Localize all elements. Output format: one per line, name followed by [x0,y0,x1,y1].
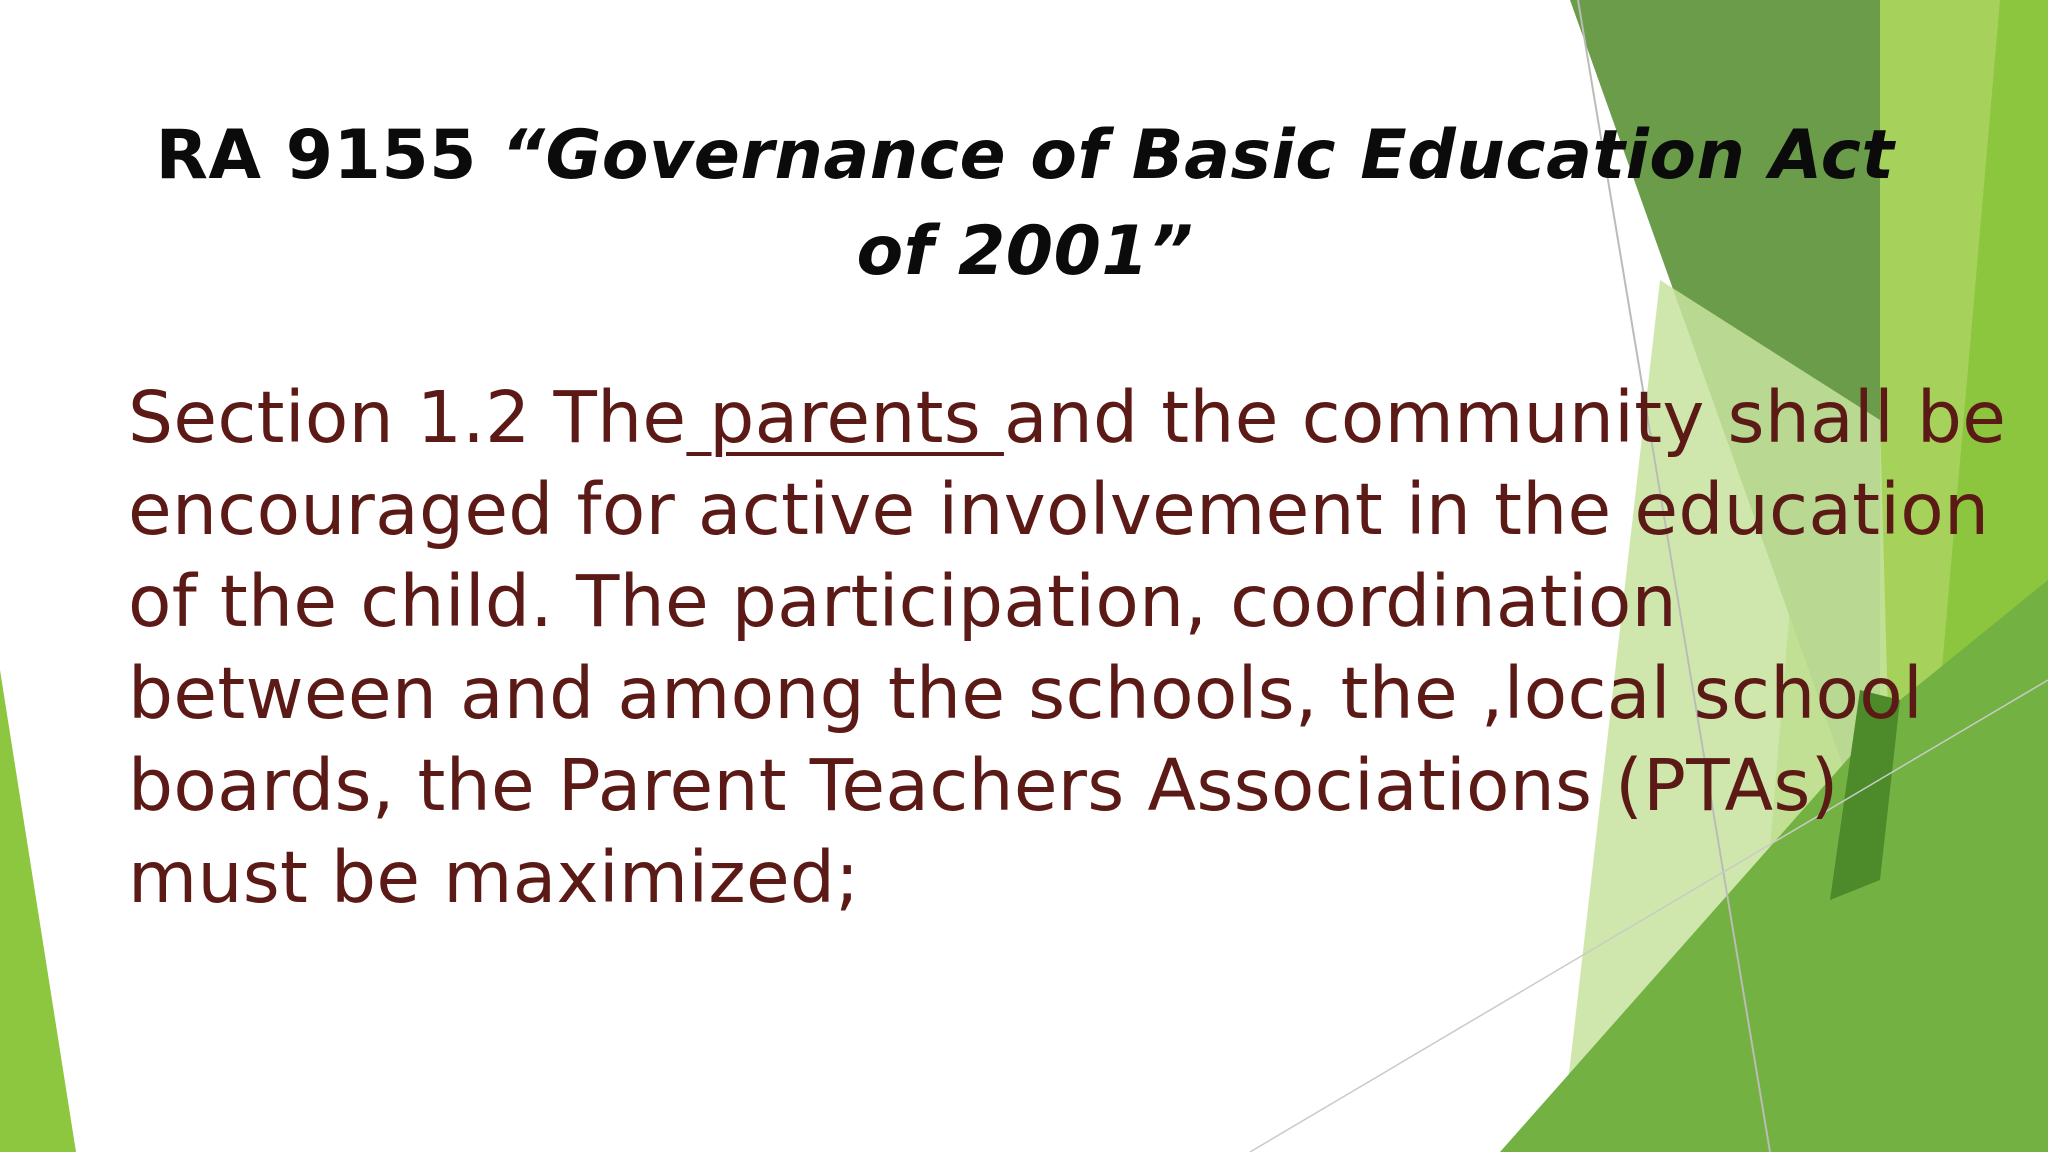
left-green-sliver [0,670,76,1152]
title-act-name: “Governance of Basic Education Act of 2001” [501,116,1895,291]
body-text-rest: and the community shall be encouraged for active involvement in the education of the child. The participation, coordination between and among the schools, the ,local school boards, the Parent Teachers Associations (PTAs) must be maximized; [128,376,2007,919]
body-text-start: Section 1.2 The [128,376,687,459]
title-prefix: RA 9155 [155,116,502,195]
underlined-word-parents: parents [686,376,1004,459]
slide-title [110,108,1940,300]
section-body-text [128,372,2008,924]
